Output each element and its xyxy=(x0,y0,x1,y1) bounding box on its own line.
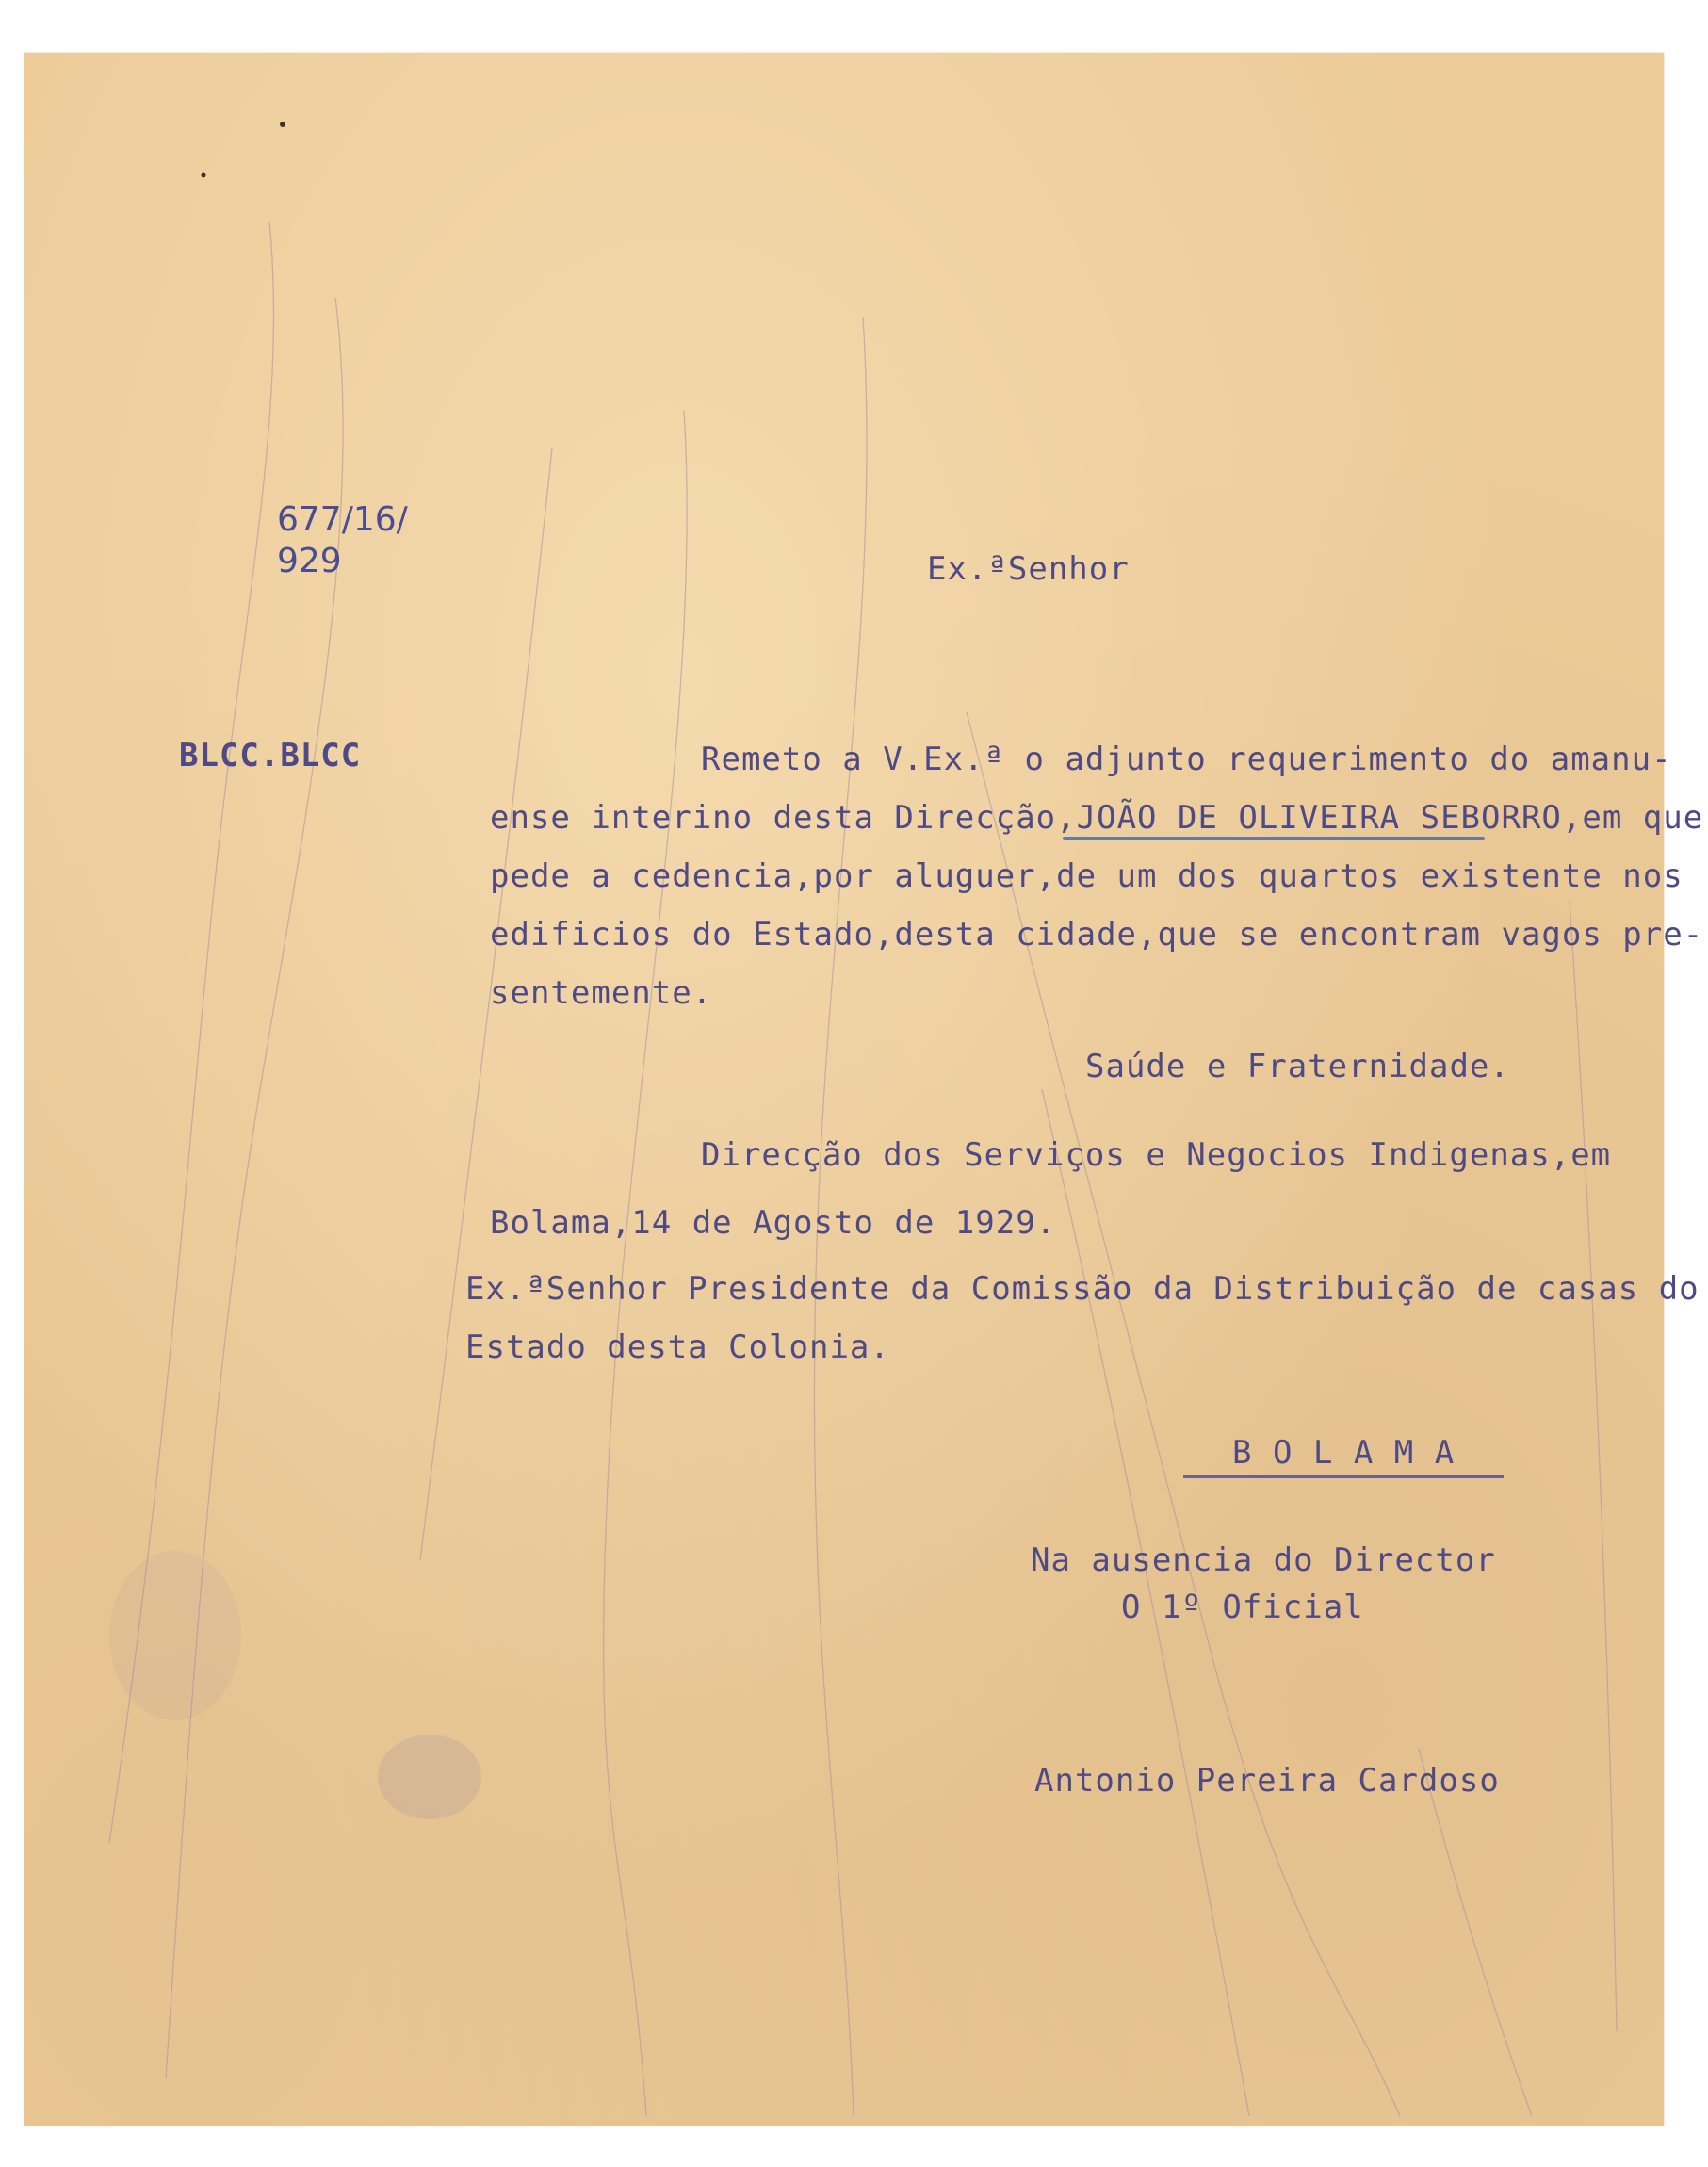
body-line-2-end: ,em que xyxy=(1561,799,1704,837)
paper-creases xyxy=(24,53,1664,2126)
body-line-5: sentemente. xyxy=(490,974,713,1012)
archive-reference-line-2: 929 xyxy=(277,542,342,580)
closing-formula: Saúde e Fraternidade. xyxy=(1085,1048,1510,1085)
archive-reference-line-1: 677/16/ xyxy=(277,500,408,539)
signature-line-2: O 1º Oficial xyxy=(1121,1589,1364,1626)
origin-line-1: Direcção dos Serviços e Negocios Indigenas,em xyxy=(701,1136,1612,1174)
applicant-name: JOÃO DE OLIVEIRA SEBORRO xyxy=(1076,799,1562,837)
addressee-line-2: Estado desta Colonia. xyxy=(465,1328,890,1366)
place-underline xyxy=(1183,1475,1504,1478)
body-line-2-start: ense interino desta Direcção, xyxy=(490,799,1077,837)
signatory-name: Antonio Pereira Cardoso xyxy=(1034,1762,1500,1800)
document-page xyxy=(24,53,1704,2126)
typist-initials: BLCC.BLCC xyxy=(179,737,362,774)
body-line-3: pede a cedencia,por aluguer,de um dos quartos existente nos xyxy=(490,857,1684,895)
archive-reference xyxy=(277,499,408,582)
signature-line-1: Na ausencia do Director xyxy=(1031,1541,1496,1579)
addressee-line-1: Ex.ªSenhor Presidente da Comissão da Distribuição de casas do xyxy=(465,1270,1700,1308)
body-line-1: Remeto a V.Ex.ª o adjunto requerimento do amanu- xyxy=(701,741,1672,778)
salutation: Ex.ªSenhor xyxy=(927,550,1130,588)
origin-line-2: Bolama,14 de Agosto de 1929. xyxy=(490,1204,1057,1242)
body-line-2 xyxy=(490,799,1703,837)
place-name: B O L A M A xyxy=(1232,1434,1456,1472)
body-line-4: edificios do Estado,desta cidade,que se encontram vagos pre- xyxy=(490,916,1704,953)
applicant-name-underline xyxy=(1063,837,1485,840)
